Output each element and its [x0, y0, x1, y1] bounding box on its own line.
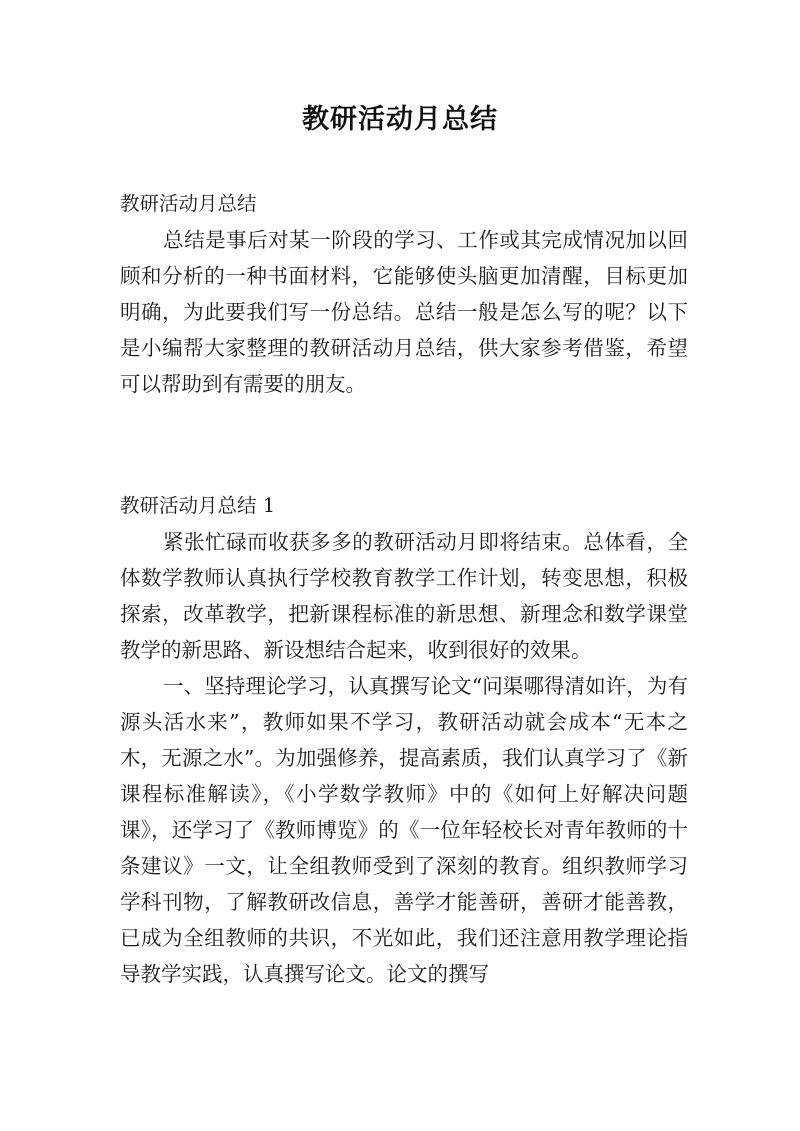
section-1-paragraph: 一、坚持理论学习，认真撰写论文“问渠哪得清如许，为有源头活水来”，教师如果不学习，教研活动就会成本“无本之木，无源之水”。为加强修养，提高素质，我们认真学习了《新课程标准解读》，《小学数学教师》中的《如何上好解决问题课》，还学习了《教师博览》的《一位年轻校长对青年教师的十条建议》一文，让全组教师受到了深刻的教育。组织教师学习学科刊物，了解教研改信息，善学才能善研，善研才能善教，已成为全组教师的共识，不光如此，我们还注意用教学理论指导教学实践，认真撰写论文。论文的撰写: [120, 674, 688, 986]
section-1: [120, 488, 688, 992]
document-title: 教研活动月总结: [302, 104, 498, 135]
section-1-paragraph: 紧张忙碌而收获多多的教研活动月即将结束。总体看，全体数学教师认真执行学校教育教学工作计划，转变思想，积极探索，改革教学，把新课程标准的新思想、新理念和数学课堂教学的新思路、新设想结合起来，收到很好的效果。: [120, 530, 688, 662]
intro-paragraph: 总结是事后对某一阶段的学习、工作或其完成情况加以回顾和分析的一种书面材料，它能够使头脑更加清醒，目标更加明确，为此要我们写一份总结。总结一般是怎么写的呢？以下是小编帮大家整理的教研活动月总结，供大家参考借鉴，希望可以帮助到有需要的朋友。: [120, 228, 688, 396]
intro-heading: 教研活动月总结: [120, 192, 257, 215]
intro-section: [120, 186, 688, 402]
section-1-heading: 教研活动月总结 1: [120, 494, 276, 517]
